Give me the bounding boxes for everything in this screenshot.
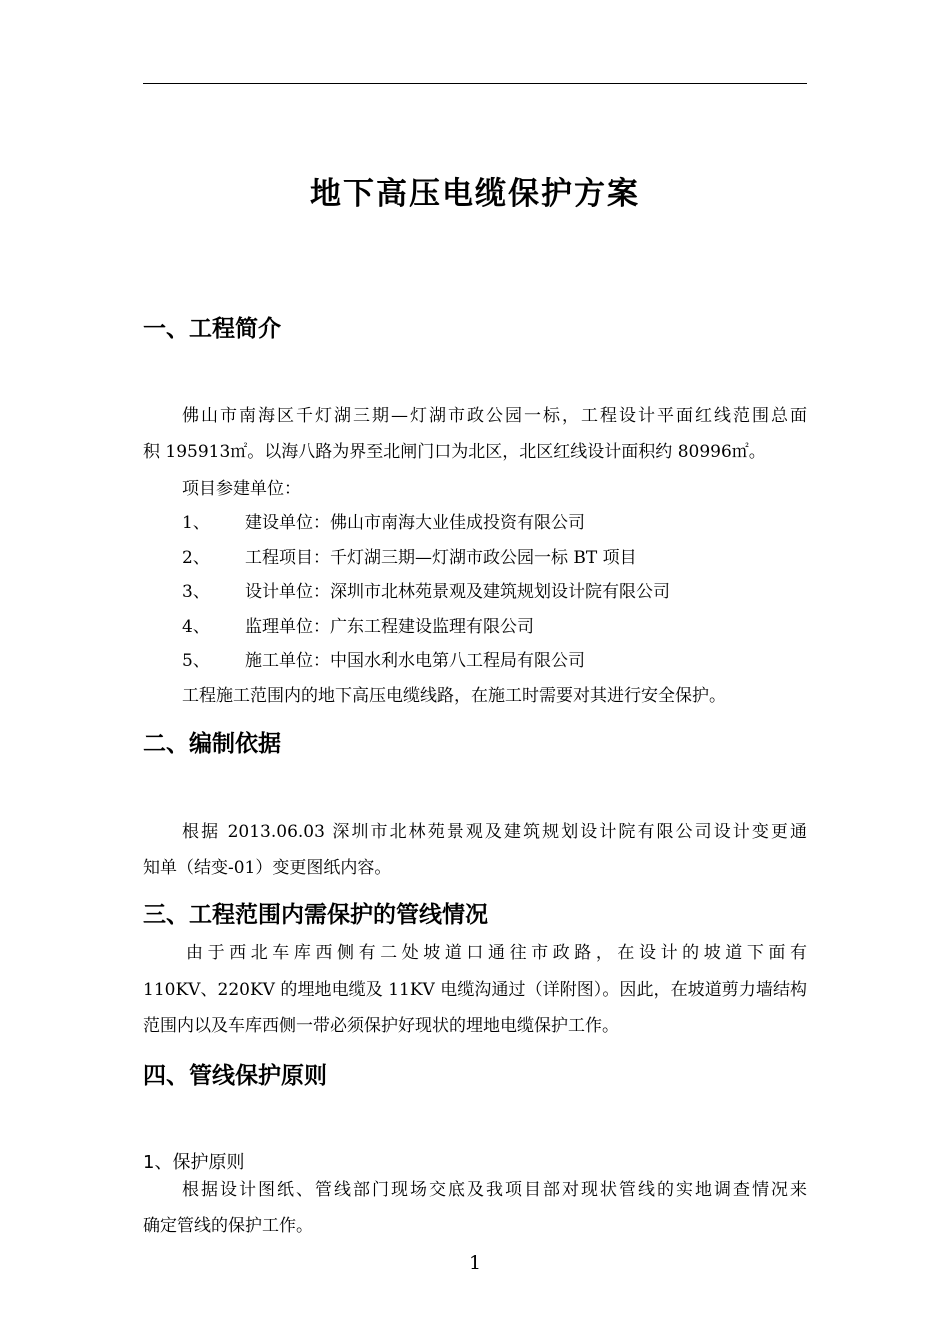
list-item-number: 2、 [182,548,210,568]
header-rule [143,83,807,84]
list-item-text: 施工单位：中国水利水电第八工程局有限公司 [245,651,585,671]
paragraph-line: 工程施工范围内的地下高压电缆线路，在施工时需要对其进行安全保护。 [182,686,726,706]
participants-label: 项目参建单位： [182,479,301,499]
subsection-heading: 1、保护原则 [143,1152,245,1173]
page-number: 1 [468,1252,482,1274]
paragraph-line: 根据 2013.06.03 深圳市北林苑景观及建筑规划设计院有限公司设计变更通 [182,822,807,842]
list-item-number: 4、 [182,617,210,637]
paragraph-line: 根据设计图纸、管线部门现场交底及我项目部对现状管线的实地调查情况来 [182,1180,807,1200]
paragraph-line: 积 195913㎡。以海八路为界至北闸门口为北区，北区红线设计面积约 80996㎡。 [143,442,766,462]
section-heading-2: 二、编制依据 [143,731,281,757]
section-heading-4: 四、管线保护原则 [143,1063,327,1089]
paragraph-line: 范围内以及车库西侧一带必须保护好现状的埋地电缆保护工作。 [143,1016,619,1036]
list-item-text: 建设单位：佛山市南海大业佳成投资有限公司 [245,513,585,533]
section-heading-3: 三、工程范围内需保护的管线情况 [143,902,488,928]
list-item-number: 5、 [182,651,210,671]
list-item-text: 工程项目：千灯湖三期—灯湖市政公园一标 BT 项目 [245,548,637,568]
paragraph-line: 确定管线的保护工作。 [143,1216,313,1236]
document-title: 地下高压电缆保护方案 [310,176,640,212]
paragraph-line: 佛山市南海区千灯湖三期—灯湖市政公园一标，工程设计平面红线范围总面 [182,406,807,426]
list-item-number: 1、 [182,513,210,533]
list-item-number: 3、 [182,582,210,602]
paragraph-line: 110KV、220KV 的埋地电缆及 11KV 电缆沟通过（详附图）。因此，在坡道剪力墙结构 [143,980,807,1000]
list-item-text: 设计单位：深圳市北林苑景观及建筑规划设计院有限公司 [245,582,670,602]
section-heading-1: 一、工程简介 [143,316,281,342]
paragraph-line: 由于西北车库西侧有二处坡道口通往市政路，在设计的坡道下面有 [186,943,807,963]
paragraph-line: 知单（结变-01）变更图纸内容。 [143,858,392,878]
list-item-text: 监理单位：广东工程建设监理有限公司 [245,617,534,637]
